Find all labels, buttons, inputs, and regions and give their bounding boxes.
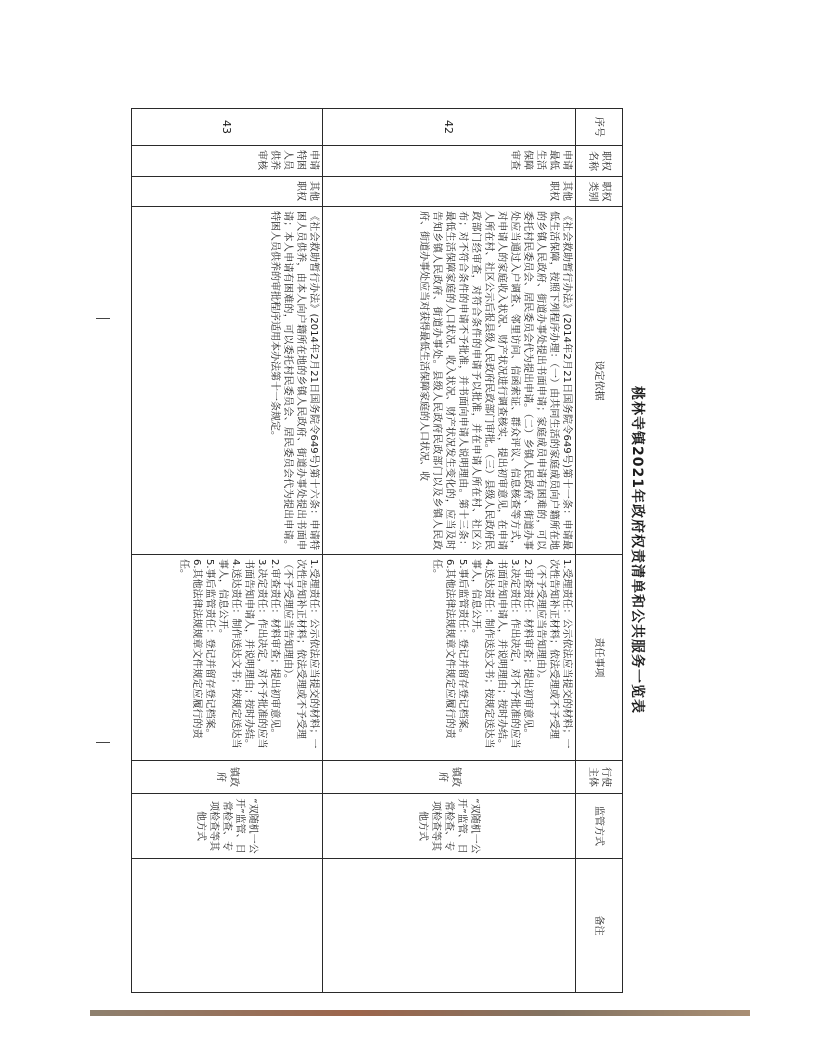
duty-item: 6.其他法律法规规章文件规定应履行的责任。 [178, 559, 202, 739]
row-basis: 《社会救助暂行办法》(2014年2月21日国务院令649号)第十六条：申请特困人员供养，由本人向户籍所在地的乡镇人民政府、街道办事处提出书面申请；本人申请有困难的，可以委托村民委员会、居民委员会代为提出申请。特困人员供养的审批程序适用本办法第十一条规定。 [132, 207, 323, 555]
responsibility-table [131, 108, 623, 993]
row-duties [323, 555, 576, 761]
row-category: 其他职权 [323, 177, 576, 207]
duty-item: 3.决定责任：作出决定，对不予批准的应当书面告知申请人，并说明理由；按时办结。 [496, 559, 520, 749]
row-basis: 《社会救助暂行办法》(2014年2月21日国务院令649号)第十一条：申请最低生活保障，按照下列程序办理：（一）由共同生活的家庭成员向户籍所在地的乡镇人民政府、街道办事处提出书面申请；家庭成员申请有困难的，可以委托村民委员会、居民委员会代为提出申请。（二）乡镇人民政府、街道办事处应当通过入户调查、邻里访问、信函索证、群众评议、信息核查等方式，对申请人的家庭收入状况、财产状况进行调查核实，提出初审意见，在申请人所在村、社区公示后报县级人民政府民政部门审批。（三）县级人民政府民政部门经审查，对符合条件的申请予以批准，并在申请人所在村、社区公布；对不符合条件的申请不予批准，并书面向申请人说明理由。第十三条：最低生活保障家庭的人口状况、收入状况、财产状况发生变化的，应当及时告知乡镇人民政府、街道办事处。县级人民政府民政部门以及乡镇人民政府、街道办事处应当对获得最低生活保障家庭的人口状况、收 [323, 207, 576, 555]
row-remarks [132, 859, 323, 993]
row-subject: 镇政府 [323, 761, 576, 794]
scan-paper-edge [90, 1010, 750, 1016]
row-duties [132, 555, 323, 761]
row-category: 其他职权 [132, 177, 323, 207]
header-basis: 设定依据 [576, 207, 623, 555]
table-row [132, 109, 323, 993]
header-supervision: 监管方式 [576, 794, 623, 859]
header-category: 职权类别 [576, 177, 623, 207]
row-number: 43 [132, 109, 323, 146]
duty-item: 2.审查责任：材料审查；提出初审意见。 [269, 559, 280, 739]
duty-item: 6.其他法律法规规章文件规定应履行的责任。 [431, 559, 455, 739]
row-subject: 镇政府 [132, 761, 323, 794]
table-header-row [576, 109, 623, 993]
duty-item: 1.受理责任：公示依法应当提交的材料；一次性告知补正材料；依法受理或不予受理（不予受理应当告知理由）。 [282, 559, 319, 749]
duty-item: 4.送达责任：制作送达文书；按规定送达当事人，信息公开。 [470, 559, 494, 749]
row-number: 42 [323, 109, 576, 146]
header-number: 序号 [576, 109, 623, 146]
header-subject: 行使主体 [576, 761, 623, 794]
header-remarks: 备注 [576, 859, 623, 993]
binding-mark-lower [96, 742, 110, 743]
duty-item: 5.事后监管责任：登记并留存登记档案。 [457, 559, 468, 739]
duty-item: 5.事后监管责任：登记并留存登记档案。 [204, 559, 215, 739]
duty-item: 3.决定责任：作出决定，对不予批准的应当书面告知申请人，并说明理由；按时办结。 [243, 559, 267, 749]
rotated-document [137, 108, 650, 992]
row-remarks [323, 859, 576, 993]
row-supervision: “双随机一公开”监管、日常检查、专项检查等其他方式 [132, 794, 323, 859]
row-name: 申请最低生活保障审查 [323, 146, 576, 177]
header-name: 职权名称 [576, 146, 623, 177]
duty-item: 1.受理责任：公示依法应当提交的材料；一次性告知补正材料；依法受理或不予受理（不予受理应当告知理由）。 [535, 559, 572, 749]
row-name: 申请特困人员供养审核 [132, 146, 323, 177]
header-duties: 责任事项 [576, 555, 623, 761]
row-supervision: “双随机一公开”监管、日常检查、专项检查等其他方式 [323, 794, 576, 859]
table-row [323, 109, 576, 993]
binding-mark-upper [96, 318, 110, 319]
document-title: 桃林寺镇2021年政府权责清单和公共服务一览表 [629, 386, 645, 714]
duty-item: 4.送达责任：制作送达文书；按规定送达当事人，信息公开。 [217, 559, 241, 749]
duty-item: 2.审查责任：材料审查；提出初审意见。 [522, 559, 533, 739]
